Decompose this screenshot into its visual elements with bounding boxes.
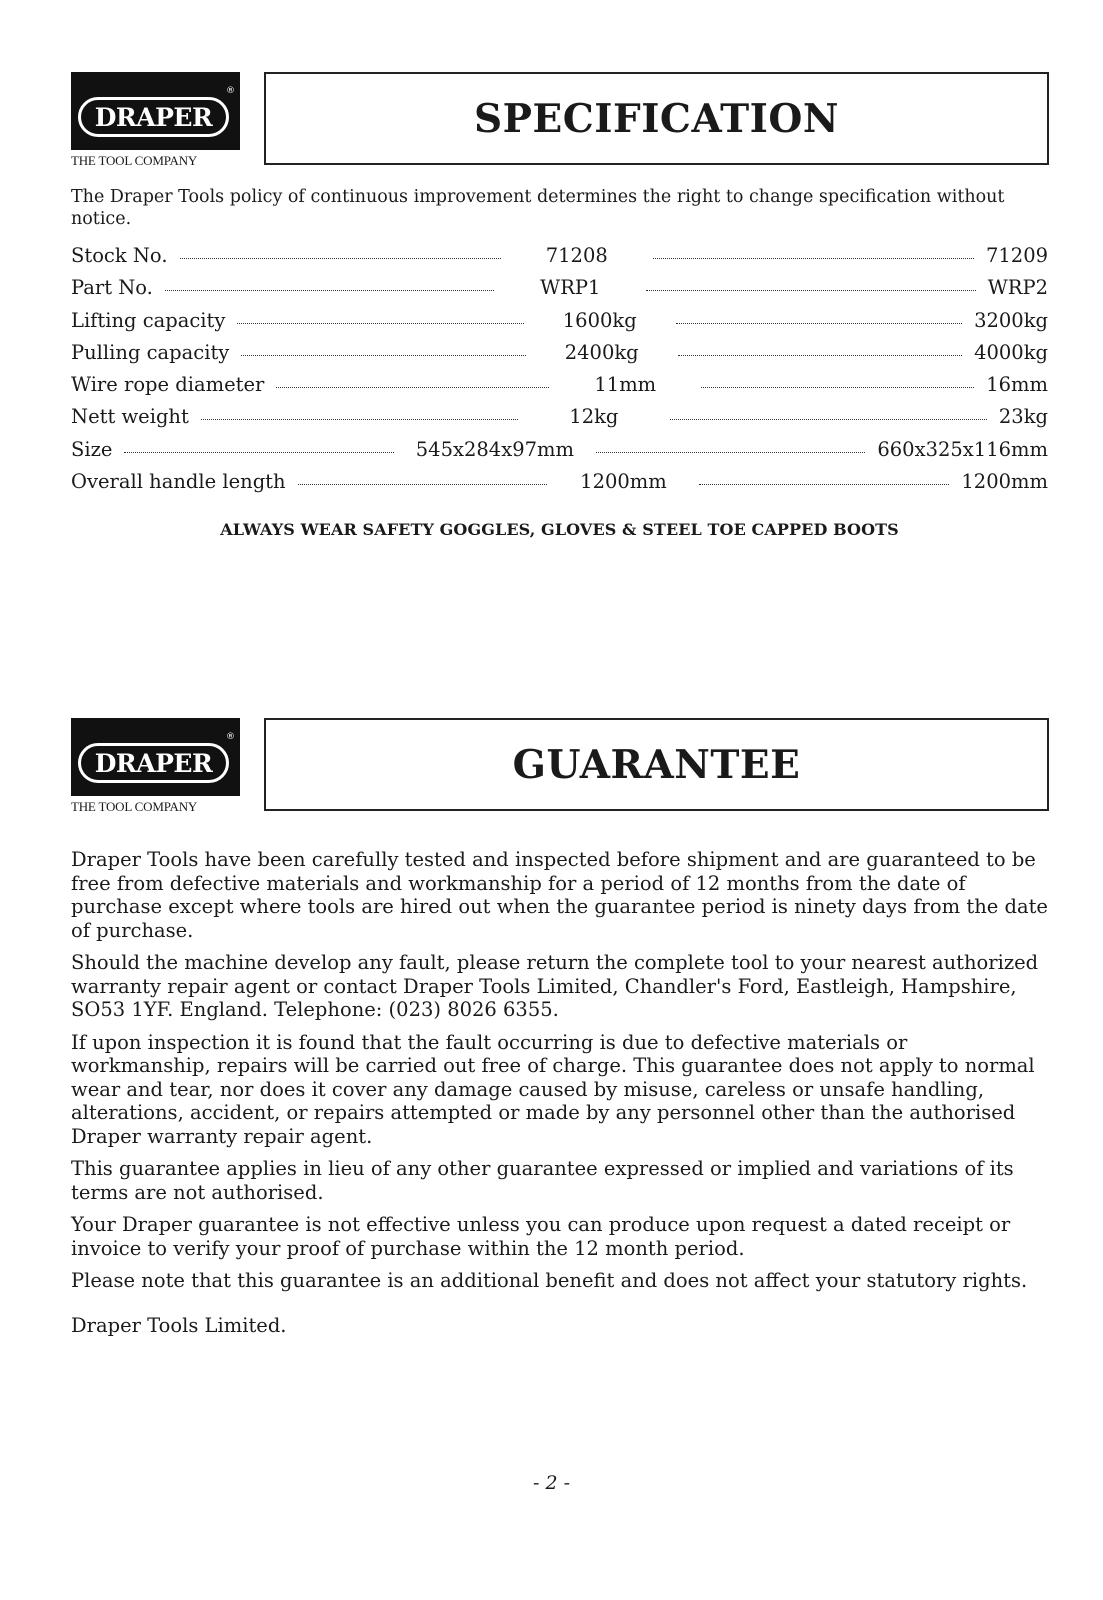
dot-leader xyxy=(165,289,494,291)
spec-row xyxy=(71,470,1048,502)
safety-notice: ALWAYS WEAR SAFETY GOGGLES, GLOVES & STEEL TOE CAPPED BOOTS xyxy=(220,520,899,539)
specification-table xyxy=(71,244,1048,502)
logo-pill xyxy=(78,743,229,783)
spec-label: Size xyxy=(71,437,113,461)
spec-row xyxy=(71,276,1048,308)
spec-value-71208: 71208 xyxy=(545,244,608,267)
draper-logo-badge xyxy=(71,72,240,150)
spec-label: Pulling capacity xyxy=(71,340,230,364)
spec-value-71208: 11mm xyxy=(594,373,657,397)
dot-leader xyxy=(180,257,501,259)
spec-row xyxy=(71,405,1048,437)
dot-leader xyxy=(676,322,962,324)
spec-value-71209: 23kg xyxy=(998,405,1049,429)
dot-leader xyxy=(276,386,549,388)
spec-value-71208: 1600kg xyxy=(562,308,637,332)
dot-leader xyxy=(298,483,548,485)
spec-value-71209: 3200kg xyxy=(974,308,1049,332)
guarantee-title: GUARANTEE xyxy=(512,741,801,788)
dot-leader xyxy=(646,289,975,291)
specification-title-box xyxy=(264,72,1049,165)
draper-logo-badge xyxy=(71,718,240,796)
draper-logo xyxy=(71,72,240,169)
dot-leader xyxy=(124,451,393,453)
registered-mark: ® xyxy=(226,86,235,96)
dot-leader xyxy=(241,354,525,356)
logo-pill xyxy=(78,97,229,137)
dot-leader xyxy=(237,322,523,324)
dot-leader xyxy=(201,418,518,420)
spec-value-71209: 1200mm xyxy=(961,470,1048,494)
spec-row xyxy=(71,244,1048,276)
spec-value-71208: 12kg xyxy=(569,405,619,429)
spec-value-71209: 660x325x116mm xyxy=(877,437,1048,461)
spec-row xyxy=(71,373,1048,405)
specification-title: SPECIFICATION xyxy=(474,95,839,142)
guarantee-title-box xyxy=(264,718,1049,811)
logo-tagline: THE TOOL COMPANY xyxy=(71,799,198,814)
spec-label: Nett weight xyxy=(71,405,189,429)
spec-value-71209: WRP2 xyxy=(987,276,1048,300)
spec-label: Wire rope diameter xyxy=(71,373,265,397)
dot-leader xyxy=(653,257,974,259)
spec-value-71209: 16mm xyxy=(986,373,1048,397)
guarantee-paragraph: Draper Tools have been carefully tested and inspected before shipment and are guaranteed to be free from defective materials and workmanship for a period of 12 months from the date of purchase except where tools are hired out when the guarantee period is ninety days from the date of purchase. xyxy=(71,848,1048,942)
spec-row xyxy=(71,341,1048,373)
dot-leader xyxy=(701,386,974,388)
guarantee-signature: Draper Tools Limited. xyxy=(71,1313,287,1337)
spec-label: Stock No. xyxy=(71,244,168,267)
spec-label: Lifting capacity xyxy=(71,308,226,332)
spec-value-71209: 4000kg xyxy=(974,340,1049,364)
guarantee-paragraph: This guarantee applies in lieu of any other guarantee expressed or implied and variations of its terms are not authorised. xyxy=(71,1157,1014,1204)
guarantee-body xyxy=(71,848,1051,1346)
draper-logo xyxy=(71,718,240,815)
guarantee-paragraph: If upon inspection it is found that the fault occurring is due to defective materials or workmanship, repairs will be carried out free of charge. This guarantee does not apply to normal wear and tear, nor does it cover any damage caused by misuse, careless or unsafe handling, alterations, accident, or repairs attempted or made by any personnel other than the authorised Draper warranty repair agent. xyxy=(71,1030,1035,1148)
spec-value-71208: 2400kg xyxy=(564,340,639,364)
spec-value-71208: 545x284x97mm xyxy=(415,437,574,461)
dot-leader xyxy=(699,483,949,485)
registered-mark: ® xyxy=(226,732,235,742)
spec-value-71209: 71209 xyxy=(985,244,1049,267)
specification-intro: The Draper Tools policy of continuous improvement determines the right to change specification without notice. xyxy=(71,187,1005,229)
guarantee-paragraph: Your Draper guarantee is not effective unless you can produce upon request a dated receipt or invoice to verify your proof of purchase within the 12 month period. xyxy=(71,1213,1011,1260)
dot-leader xyxy=(678,354,962,356)
dot-leader xyxy=(670,418,987,420)
spec-row xyxy=(71,438,1048,470)
spec-label: Overall handle length xyxy=(71,470,286,494)
spec-label: Part No. xyxy=(71,276,153,300)
guarantee-paragraph: Should the machine develop any fault, please return the complete tool to your nearest authorized warranty repair agent or contact Draper Tools Limited, Chandler's Ford, Eastleigh, Hampshire, SO53 1YF. England. Telephone: (023) 8026 6355. xyxy=(71,951,1039,1021)
spec-row xyxy=(71,309,1048,341)
spec-value-71208: 1200mm xyxy=(580,470,667,494)
dot-leader xyxy=(596,451,865,453)
logo-wordmark: DRAPER xyxy=(94,102,213,132)
spec-value-71208: WRP1 xyxy=(540,276,601,300)
guarantee-paragraph: Please note that this guarantee is an additional benefit and does not affect your statutory rights. xyxy=(71,1269,1028,1292)
page-number: - 2 - xyxy=(532,1472,570,1494)
logo-tagline: THE TOOL COMPANY xyxy=(71,153,198,168)
logo-wordmark: DRAPER xyxy=(94,748,213,778)
